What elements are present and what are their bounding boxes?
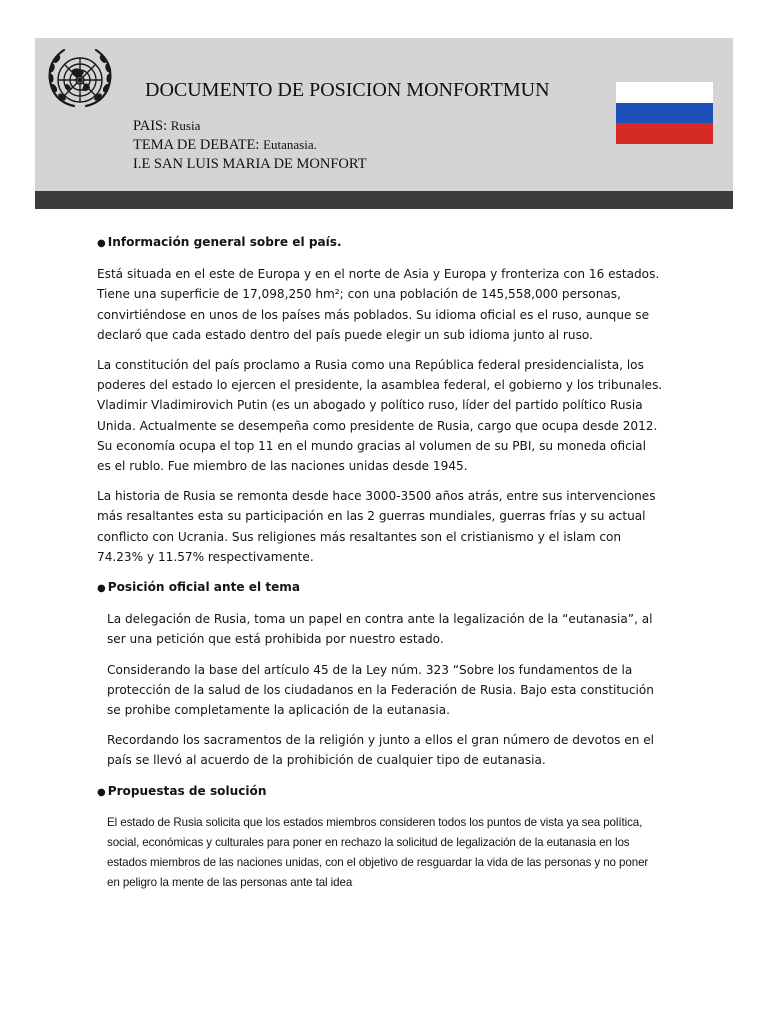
un-emblem-icon	[44, 44, 116, 116]
paragraph: Recordando los sacramentos de la religión y junto a ellos el gran número de devotos en el país se llevó al acuerdo de la prohibición de cualquier tipo de eutanasia.	[107, 733, 655, 768]
document-body	[97, 232, 663, 903]
bullet-icon: ●	[97, 238, 106, 249]
section-heading-text: Propuestas de solución	[107, 783, 267, 798]
bullet-icon: ●	[97, 786, 106, 798]
document-header	[35, 38, 733, 191]
paragraph: El estado de Rusia solicita que los estados miembros consideren todos los puntos de vista ya sea política, social, económicas y culturales para poner en rechazo la solicitud de legalización de la eutanasia en los estados miembros de las naciones unidas, con el objetivo de resguardar la vida de las personas y no poner en peligro la mente de las personas ante tal idea	[107, 815, 649, 889]
paragraph: Está situada en el este de Europa y en el norte de Asia y Europa y fronteriza con 16 estados. Tiene una superficie de 17,098,250 hm²; con una población de 145,558,000 personas, convirtiéndose en unos de los países más poblados. Su idioma oficial es el ruso, aunque se declaró que cada estado dentro del país puede elegir un sub idioma junto al ruso.	[97, 267, 660, 342]
section-heading-general	[97, 232, 663, 254]
section-heading-text: Información general sobre el país.	[107, 235, 342, 249]
paragraph: La delegación de Rusia, toma un papel en contra ante la legalización de la “eutanasia”, al ser una petición que está prohibida por nuestro estado.	[107, 612, 653, 647]
section-heading-solutions	[97, 781, 663, 803]
topic-line	[133, 137, 317, 154]
section-heading-position	[97, 577, 663, 599]
paragraph: La constitución del país proclamo a Rusia como una República federal presidencialista, los poderes del estado lo ejercen el presidente, la asamblea federal, el gobierno y los tribunales. Vladimir Vladimirovich Putin (es un abogado y político ruso, líder del partido político Rusia Unida. Actualmente se desempeña como presidente de Rusia, cargo que ocupa desde 2012. Su economía ocupa el top 11 en el mundo gracias al volumen de su PBI, su moneda oficial es el rublo. Fue miembro de las naciones unidas desde 1945.	[97, 358, 663, 474]
topic-label: TEMA DE DEBATE:	[133, 137, 260, 153]
paragraph: La historia de Rusia se remonta desde hace 3000-3500 años atrás, entre sus intervenciones más resaltantes esta su participación en las 2 guerras mundiales, guerras frías y su actual conflicto con Ucrania. Sus religiones más resaltantes son el cristianismo y el islam con 74.23% y 11.57% respectivamente.	[97, 489, 656, 564]
document-title: DOCUMENTO DE POSICION MONFORTMUN	[145, 79, 550, 101]
country-line	[133, 118, 200, 135]
russia-flag-icon	[616, 82, 713, 144]
country-label: PAIS:	[133, 118, 168, 134]
header-divider-bar	[35, 191, 733, 209]
topic-value: Eutanasia.	[263, 137, 317, 152]
paragraph: Considerando la base del artículo 45 de la Ley núm. 323 “Sobre los fundamentos de la protección de la salud de los ciudadanos en la Federación de Rusia. Bajo esta constitución se prohibe completamente la aplicación de la eutanasia.	[107, 662, 654, 718]
school-line: I.E SAN LUIS MARIA DE MONFORT	[133, 156, 367, 172]
bullet-icon: ●	[97, 583, 106, 595]
section-heading-text: Posición oficial ante el tema	[107, 580, 301, 595]
country-value: Rusia	[170, 118, 201, 133]
